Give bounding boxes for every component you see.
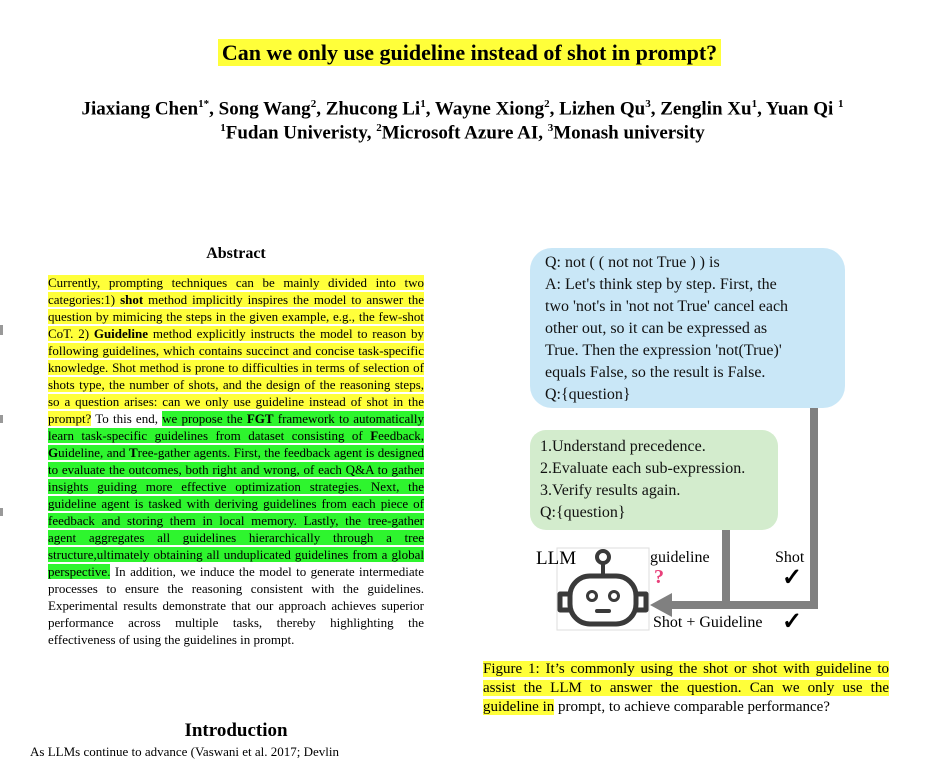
author-list: Jiaxiang Chen$^{1*}$, Song Wang$^2$, Zhucong Li$^1$, Wayne Xiong$^2$, Lizhen Qu$^3$, Zenglin Xu$^1$, Yuan Qi $^1$: [81, 98, 844, 120]
abstract-text: ree-gather agents. First, the feedback agent is designed to evaluate the outcomes, both right and wrong, of each Q&A to gather insights guiding more effective optimization strategies. Next, the guideline agent is tasked with deriving guidelines from each piece of feedback and storing them in local memory. Lastly, the tree-gather agent aggregates all guidelines hierarchically through a tree structure,ultimately obtaining all unduplicated guidelines from a global perspective.: [48, 445, 424, 579]
author-sup: 2: [544, 98, 550, 110]
abstract-text: eedback,: [378, 428, 424, 443]
author-sup: 1*: [198, 98, 210, 110]
author-name: Song Wang: [218, 98, 311, 120]
shot-line: A: Let's think step by step. First, the: [545, 276, 777, 293]
guideline-line: Q:{question}: [540, 504, 626, 521]
shot-line: two 'not's in 'not not True' cancel each: [545, 298, 789, 315]
introduction-heading: Introduction: [184, 720, 288, 741]
abstract-text: framework to automatically learn task-specific guidelines from dataset consisting of: [48, 411, 424, 443]
author-sup: 1: [838, 98, 844, 110]
question-icon: ?: [654, 566, 664, 588]
shot-line: equals False, so the result is False.: [545, 364, 766, 381]
check-icon: ✓: [782, 609, 803, 635]
abstract-text: Currently, prompting techniques can be mainly divided into two categories:1): [48, 275, 424, 307]
abstract-bold: F: [370, 428, 379, 443]
abstract-text: method explicitly instructs the model to reason by following guidelines, which contains succinct and concise task-specific knowledge. Shot method is prone to difficulties in terms of selection of shots type, the number of shots, and the design of the reasoning steps, so a question arises: can we only use guideline instead of shot in the prompt?: [48, 326, 425, 426]
abstract-text: we propose the: [162, 411, 247, 426]
llm-label: LLM: [536, 548, 577, 569]
guideline-label: guideline: [650, 549, 710, 566]
abstract-heading: Abstract: [206, 245, 266, 262]
abstract-bold: G: [48, 445, 59, 460]
caption-text: prompt, to achieve comparable performance?: [554, 699, 830, 715]
author-sup: 2: [310, 98, 317, 110]
author-sup: 1: [420, 98, 426, 110]
guideline-line: 1.Understand precedence.: [540, 438, 706, 455]
author-sup: 1: [751, 98, 758, 110]
author-name: Jiaxiang Chen: [81, 98, 199, 120]
abstract-text: method implicitly inspires the model to answer the question by mimicing the steps in the given example, e.g., the few-shot CoT. 2): [48, 292, 424, 341]
abstract-bold: shot: [120, 292, 144, 307]
abstract-bold: T: [128, 445, 138, 460]
author-name: Zhucong Li: [325, 98, 421, 120]
abstract-text: In addition, we induce the model to generate intermediate processes to ensure the reasoning consistent with the guidelines. Experimental results demonstrate that our approach achieves superior performance across multiple tasks, thereby highlighting the effectiveness of using the guidelines in prompt.: [48, 564, 424, 647]
abstract-text: uideline, and: [58, 445, 129, 460]
shot-line: other out, so it can be expressed as: [545, 320, 768, 337]
affiliation-name: Microsoft Azure AI: [381, 122, 539, 144]
shot-line: Q:{question}: [545, 386, 631, 403]
author-name: Wayne Xiong: [434, 98, 545, 120]
shot-line: Q: not ( ( not not True ) ) is: [545, 254, 720, 271]
shot-guideline-label: Shot + Guideline: [653, 614, 763, 631]
affiliation-sup: 3: [547, 122, 554, 134]
caption-highlight: Figure 1: It’s commonly using the shot or shot with guideline to assist the LLM to answer the question. Can we only use the guideline in: [483, 661, 889, 715]
affiliation-list: $^1$Fudan Univeristy, $^2$Microsoft Azure AI, $^3$Monash university: [220, 122, 705, 144]
figure-caption: [483, 660, 889, 717]
affiliation-sup: 1: [220, 122, 226, 134]
guideline-line: 3.Verify results again.: [540, 482, 681, 499]
author-name: Lizhen Qu: [559, 98, 646, 120]
shot-arrow-line: [810, 408, 818, 608]
shot-line: True. Then the expression 'not(True)': [545, 342, 782, 359]
guideline-line: 2.Evaluate each sub-expression.: [540, 460, 746, 477]
abstract-bold: FGT: [246, 411, 274, 426]
affiliation-name: Monash university: [553, 122, 705, 144]
introduction-first-line: As LLMs continue to advance (Vaswani et al. 2017; Devlin: [30, 744, 340, 759]
author-name: Yuan Qi: [765, 98, 834, 120]
affiliation-name: Fudan Univeristy: [225, 122, 367, 144]
shot-label: Shot: [775, 549, 805, 566]
author-sup: 3: [645, 98, 651, 110]
affiliation-sup: 2: [376, 122, 382, 134]
guideline-arrow-line: [722, 530, 730, 608]
check-icon: ✓: [782, 565, 803, 591]
abstract-bold: Guideline: [93, 326, 149, 341]
abstract-text: To this end,: [91, 411, 163, 426]
author-name: Zenglin Xu: [660, 98, 752, 120]
paper-title: Can we only use guideline instead of shot in prompt?: [0, 40, 939, 66]
